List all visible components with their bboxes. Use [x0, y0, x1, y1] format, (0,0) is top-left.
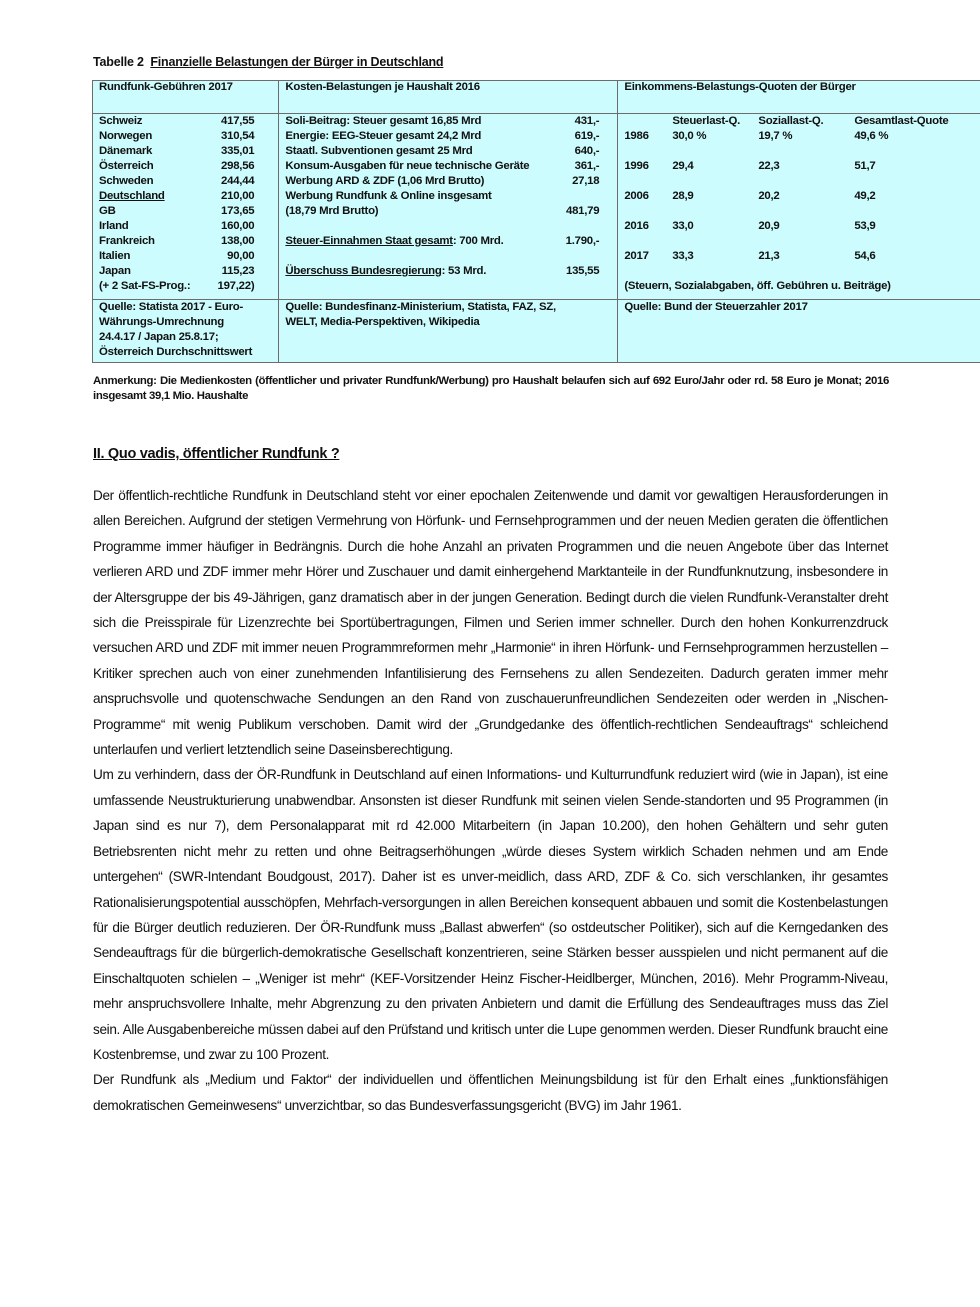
- fee-row: Österreich 298,56: [99, 160, 255, 172]
- cost-row: (18,79 Mrd Brutto) 481,79: [285, 205, 600, 217]
- table-header-row: [93, 81, 980, 114]
- quotes-footnote: (Steuern, Sozialabgaben, öff. Gebühren u. Beiträge): [624, 280, 891, 292]
- fee-row: Japan 115,23: [99, 265, 255, 277]
- fee-row: Italien 90,00: [99, 250, 255, 262]
- section-body: [93, 483, 888, 1118]
- cost-row: Steuer-Einnahmen Staat gesamt: 700 Mrd. 1.790,-: [285, 235, 600, 247]
- quote-row: 1996 29,4 22,3 51,7: [624, 160, 876, 172]
- cost-row: Soli-Beitrag: Steuer gesamt 16,85 Mrd 431,-: [285, 115, 600, 127]
- fee-row: Norwegen 310,54: [99, 130, 255, 142]
- fees-cell: [93, 114, 279, 300]
- fee-row: Schweden 244,44: [99, 175, 255, 187]
- cost-row: Staatl. Subventionen gesamt 25 Mrd 640,-: [285, 145, 600, 157]
- source-quotes: Quelle: Bund der Steuerzahler 2017: [618, 300, 980, 363]
- table-source-row: [93, 300, 980, 363]
- fee-row: Dänemark 335,01: [99, 145, 255, 157]
- paragraph: Der öffentlich-rechtliche Rundfunk in Deutschland steht vor einer epochalen Zeitenwende und damit vor gewaltigen Herausforderungen in allen Bereichen. Aufgrund der stetigen Vermehrung von Hörfunk- und Fernsehprogrammen und der neuen Medien geraten die öffentlichen Programme immer häufiger in Bedrängnis. Durch die hohe Anzahl an privaten Programmen und die neuen Angebote über das Internet verlieren ARD und ZDF immer mehr Hörer und Zuschauer und damit einhergehend Marktanteile in der Rundfunknutzung, insbesondere in der Altersgruppe der bis 49-Jährigen, ganz dramatisch aber in der jungen Generation. Bedingt durch die vielen Rundfunk-Veranstalter dreht sich die Preisspirale für Lizenzrechte bei Sportübertragungen, Filmen und Serien immer schneller. Durch den hohen Konkurrenzdruck versuchen ARD und ZDF mit immer neuen Programmreformen mehr „Harmonie“ in ihren Hörfunk- und Fernsehprogrammen herzustellen – Kritiker sprechen auch von einer zunehmenden Infantilisierung des Fernsehens zu allen Sendezeiten. Dadurch geraten immer mehr anspruchsvolle und quotenschwache Sendungen an den Rand von zuschauerunfreundlichen Sendezeiten oder werden in „Nischen-Programme“ mit wenig Publikum verschoben. Damit wird der „Grundgedanke des öffentlich-rechtlichen Sendeauftrags“ schleichend unterlaufen und verliert letztendlich seine Daseinsberechtigung.: [93, 488, 888, 758]
- quote-row: 2016 33,0 20,9 53,9: [624, 220, 876, 232]
- source-fees: Quelle: Statista 2017 - Euro- Währungs-Umrechnung 24.4.17 / Japan 25.8.17; Österreich Durchschnittswert: [93, 300, 279, 363]
- quotes-cell: [618, 114, 980, 300]
- fee-row: Frankreich 138,00: [99, 235, 255, 247]
- table-body-row: [93, 114, 980, 300]
- quote-row: 1986 30,0 % 19,7 % 49,6 %: [624, 130, 889, 142]
- quotes-header: Steuerlast-Q. Soziallast-Q. Gesamtlast-Quote: [672, 115, 949, 127]
- table-caption: [93, 55, 443, 69]
- cost-row: Werbung ARD & ZDF (1,06 Mrd Brutto) 27,18: [285, 175, 600, 187]
- fee-row: (+ 2 Sat-FS-Prog.: 197,22): [99, 280, 255, 292]
- cost-row: Energie: EEG-Steuer gesamt 24,2 Mrd 619,-: [285, 130, 600, 142]
- fee-row: Schweiz 417,55: [99, 115, 255, 127]
- paragraph: Um zu verhindern, dass der ÖR-Rundfunk in Deutschland auf einen Informations- und Kulturrundfunk reduziert wird (wie in Japan), ist eine umfassende Neustrukturierung unabwendbar. Ansonsten ist dieser Rundfunk mit seinen vielen Sende-standorten und 95 Programmen (in Japan sind es nur 7), dem Personalapparat mit rd 42.000 Mitarbeitern (in Japan 10.200), den hohen Gehältern und sehr guten Betriebsrenten nicht mehr zu retten und ohne Beitragserhöhungen „würde dieses System wirklich Schaden nehmen und am Ende untergehen“ (SWR-Intendant Boudgoust, 2017). Daher ist es unver-meidlich, dass ARD, ZDF & Co. sich verschlanken, ihr gesamtes Rationalisierungspotential ausschöpfen, Mehrfach-versorgungen in allen Bereichen konsequent abbauen und somit die Kostenbelastungen für die Bürger deutlich reduzieren. Der ÖR-Rundfunk muss „Ballast abwerfen“ (so ostdeutscher Politiker), sich auf die Kerngedanken des Sendeauftrags für die bürgerlich-demokratische Gesellschaft konzentrieren, seine Stärken besser ausspielen und nicht permanent auf die Einschaltquoten schielen – „Weniger ist mehr“ (KEF-Vorsitzender Heinz Fischer-Heidlberger, München, 2016). Mehr Programm-Niveau, mehr anspruchsvollere Inhalte, mehr Abgrenzung zu den privaten Anbietern und damit die Erfüllung des Sendeauftrages muss das Ziel sein. Alle Ausgabenbereiche müssen dabei auf den Prüfstand und kritisch unter die Lupe genommen werden. Dieser Rundfunk braucht eine Kostenbremse, und zwar zu 100 Prozent.: [93, 767, 888, 1062]
- costs-cell: [279, 114, 618, 300]
- header-fees: Rundfunk-Gebühren 2017: [93, 81, 279, 114]
- table-note: Anmerkung: Die Medienkosten (öffentlicher und privater Rundfunk/Werbung) pro Haushalt belaufen sich auf 692 Euro/Jahr oder rd. 58 Euro je Monat; 2016 insgesamt 39,1 Mio. Haushalte: [93, 375, 889, 402]
- fee-row: Deutschland 210,00: [99, 190, 255, 202]
- cost-row: Überschuss Bundesregierung: 53 Mrd. 135,55: [285, 265, 600, 277]
- header-quotes: Einkommens-Belastungs-Quoten der Bürger: [618, 81, 980, 114]
- fee-row: GB 173,65: [99, 205, 255, 217]
- table-number: Tabelle 2: [93, 55, 144, 69]
- paragraph: Der Rundfunk als „Medium und Faktor“ der individuellen und öffentlichen Meinungsbildung ist für den Erhalt eines „funktionsfähigen demokratischen Gemeinwesens“ unverzichtbar, so das Bundesverfassungsgericht (BVG) im Jahr 1961.: [93, 1072, 888, 1113]
- fee-row: Irland 160,00: [99, 220, 255, 232]
- section-heading: II. Quo vadis, öffentlicher Rundfunk ?: [93, 446, 340, 462]
- header-costs: Kosten-Belastungen je Haushalt 2016: [279, 81, 618, 114]
- quote-row: 2006 28,9 20,2 49,2: [624, 190, 876, 202]
- burden-table: [92, 80, 980, 363]
- table-title: Finanzielle Belastungen der Bürger in Deutschland: [150, 55, 444, 69]
- cost-row: Werbung Rundfunk & Online insgesamt: [285, 190, 492, 202]
- source-costs: Quelle: Bundesfinanz-Ministerium, Statista, FAZ, SZ, WELT, Media-Perspektiven, Wikipedia: [279, 300, 618, 363]
- quote-row: 2017 33,3 21,3 54,6: [624, 250, 876, 262]
- cost-row: Konsum-Ausgaben für neue technische Geräte 361,-: [285, 160, 600, 172]
